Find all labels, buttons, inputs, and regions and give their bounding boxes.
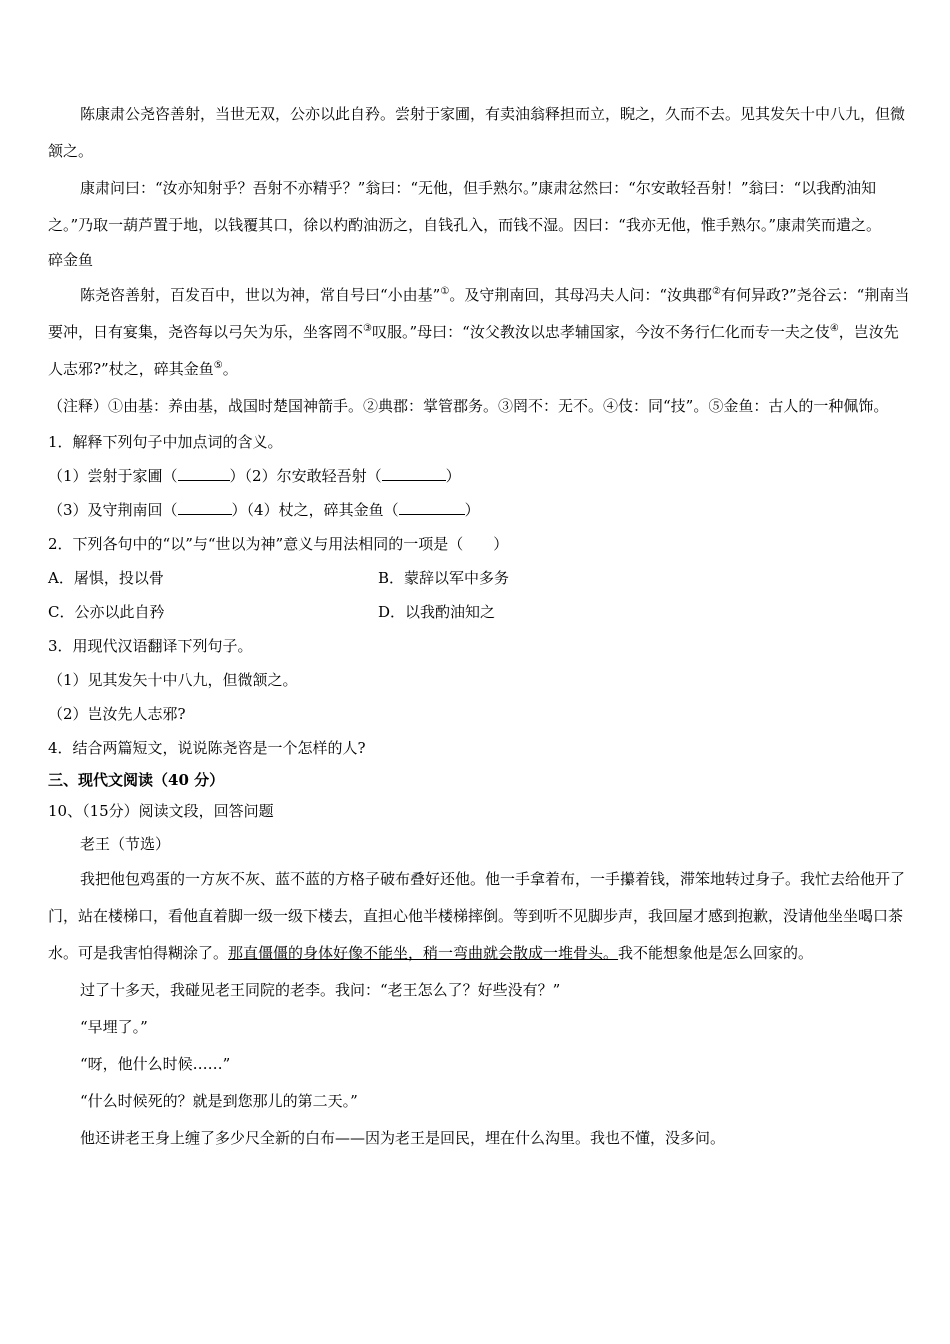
section-heading: 三、现代文阅读（40 分） bbox=[48, 771, 225, 789]
option-c: C．公亦以此自矜 bbox=[48, 603, 165, 621]
passage2-text: 陈尧咨善射，百发百中，世以为神，常自号曰“小由基”①。及守荆南回，其母冯夫人问：“汝典郡②有何异政?”尧谷云：“荆南当要冲，日有宴集，尧咨每以弓矢为乐，坐客罔不③叹服。”母曰：“汝父教汝以忠孝辅国家，今汝不务行仁化而专一夫之伎④，岂汝先人志邪?”杖之，碎其金鱼⑤。 bbox=[48, 286, 910, 378]
question-3-item-1: （1）见其发矢十中八九，但微颔之。 bbox=[48, 671, 298, 689]
note-marker-3: ③ bbox=[363, 323, 372, 334]
question-4: 4．结合两篇短文，说说陈尧咨是一个怎样的人? bbox=[48, 739, 366, 757]
question-3-item-2: （2）岂汝先人志邪? bbox=[48, 705, 186, 723]
question-1: 1．解释下列句子中加点词的含义。 bbox=[48, 433, 283, 451]
excerpt-para3: “早埋了。” bbox=[80, 1018, 148, 1036]
question-2: 2．下列各句中的“以”与“世以为神”意义与用法相同的一项是（ ） bbox=[48, 535, 509, 553]
excerpt-para6: 他还讲老王身上缠了多少尺全新的白布——因为老王是回民，埋在什么沟里。我也不懂，没多问。 bbox=[80, 1129, 726, 1147]
question-10: 10、（15分）阅读文段，回答问题 bbox=[48, 802, 274, 820]
question-2-options-row-2 bbox=[48, 595, 912, 629]
answer-blank[interactable] bbox=[178, 466, 230, 481]
answer-blank[interactable] bbox=[178, 500, 232, 515]
passage2-annotation: （注释）①由基：养由基，战国时楚国神箭手。②典郡：掌管郡务。③罔不：无不。④伎：同“技”。⑤金鱼：古人的一种佩饰。 bbox=[48, 397, 889, 415]
passage1-para2: 康肃问曰：“汝亦知射乎？吾射不亦精乎？”翁曰：“无他，但手熟尔。”康肃忿然曰：“尔安敢轻吾射！”翁曰：“以我酌油知之。”乃取一葫芦置于地，以钱覆其口，徐以杓酌油沥之，自钱孔入，而钱不湿。因曰：“我亦无他，惟手熟尔。”康肃笑而遣之。 bbox=[48, 179, 882, 234]
excerpt-para1: 我把他包鸡蛋的一方灰不灰、蓝不蓝的方格子破布叠好还他。他一手拿着布，一手攥着钱，滞笨地转过身子。我忙去给他开了门，站在楼梯口，看他直着脚一级一级下楼去，直担心他半楼梯摔倒。等到听不见脚步声，我回屋才感到抱歉，没请他坐坐喝口茶水。可是我害怕得糊涂了。那直僵僵的身体好像不能坐，稍一弯曲就会散成一堆骨头。我不能想象他是怎么回家的。 bbox=[48, 870, 906, 962]
excerpt-para5: “什么时候死的？就是到您那儿的第二天。” bbox=[80, 1092, 358, 1110]
underlined-sentence: 那直僵僵的身体好像不能坐，稍一弯曲就会散成一堆骨头。 bbox=[228, 944, 619, 962]
excerpt-title: 老王（节选） bbox=[80, 835, 171, 853]
question-1-line-1: （1）尝射于家圃（ ）（2）尔安敢轻吾射（ ） bbox=[48, 467, 461, 485]
question-2-options-row-1 bbox=[48, 561, 912, 595]
note-marker-4: ④ bbox=[829, 323, 839, 334]
answer-blank[interactable] bbox=[382, 466, 446, 481]
option-b: B．蒙辞以军中多务 bbox=[378, 569, 510, 587]
note-marker-2: ② bbox=[711, 286, 721, 297]
excerpt-para4: “呀，他什么时候……” bbox=[80, 1055, 231, 1073]
option-a: A．屠惧，投以骨 bbox=[48, 569, 164, 587]
question-3: 3．用现代汉语翻译下列句子。 bbox=[48, 637, 253, 655]
excerpt-para2: 过了十多天，我碰见老王同院的老李。我问：“老王怎么了？好些没有？” bbox=[80, 981, 561, 999]
passage1-para1: 陈康肃公尧咨善射，当世无双，公亦以此自矜。尝射于家圃，有卖油翁释担而立，睨之，久而不去。见其发矢十中八九，但微颔之。 bbox=[48, 105, 906, 160]
answer-blank[interactable] bbox=[399, 500, 465, 515]
note-marker-1: ① bbox=[440, 286, 450, 297]
question-1-line-2: （3）及守荆南回（ ）（4）杖之，碎其金鱼（ ） bbox=[48, 501, 480, 519]
passage2-title: 碎金鱼 bbox=[48, 251, 94, 269]
note-marker-5: ⑤ bbox=[213, 360, 223, 371]
option-d: D．以我酌油知之 bbox=[378, 603, 496, 621]
